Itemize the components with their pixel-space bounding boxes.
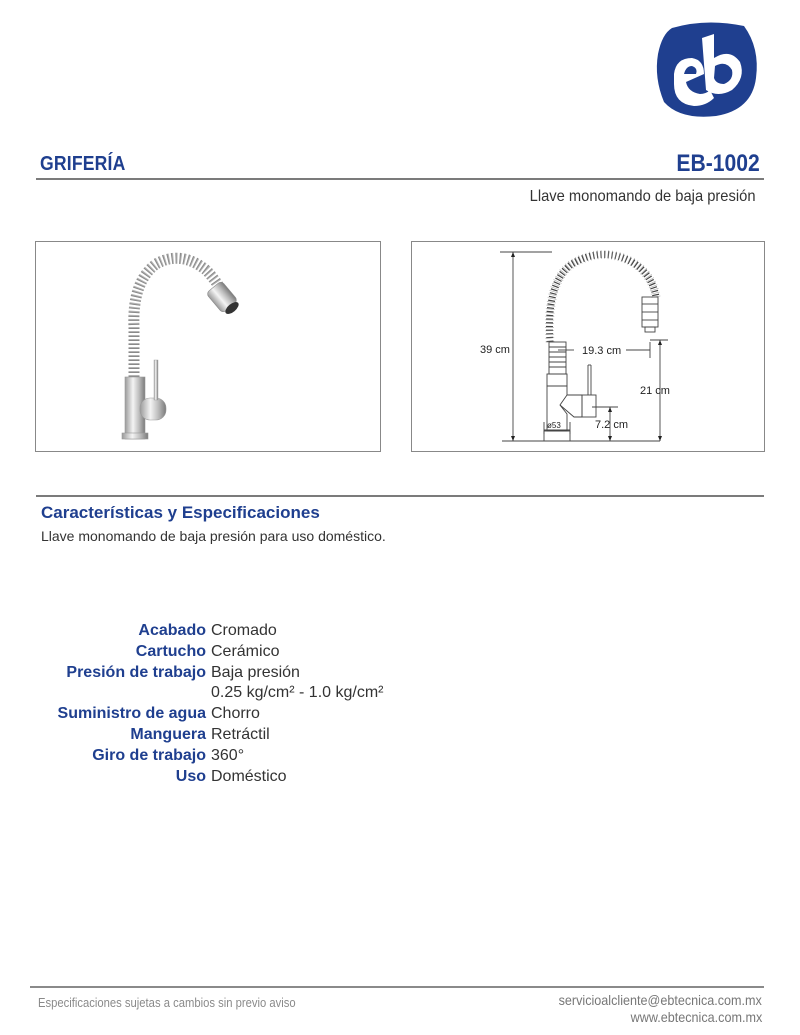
spec-label: Uso <box>175 767 206 785</box>
spec-label: Suministro de agua <box>57 705 206 723</box>
spec-row <box>30 621 384 642</box>
spec-row <box>30 642 384 663</box>
section-description: Llave monomando de baja presión para uso doméstico. <box>41 528 386 544</box>
spec-label: Presión de trabajo <box>66 663 206 681</box>
footer-disclaimer: Especificaciones sujetas a cambios sin previo aviso <box>38 996 296 1010</box>
specs-table <box>30 621 384 787</box>
header-divider <box>36 178 764 180</box>
spec-row <box>30 746 384 767</box>
spec-row <box>30 725 384 746</box>
label-height-total: 39 cm <box>480 344 510 356</box>
spec-value: 0.25 kg/cm² - 1.0 kg/cm² <box>211 684 384 702</box>
spec-value: Chorro <box>211 705 260 723</box>
faucet-dimensions-icon <box>412 242 763 450</box>
spec-value: Retráctil <box>211 725 270 743</box>
category-title: GRIFERÍA <box>40 153 126 175</box>
spec-value: Doméstico <box>211 767 287 785</box>
product-photo <box>35 241 381 452</box>
spec-value: Baja presión <box>211 663 300 681</box>
spec-label: Acabado <box>138 622 206 639</box>
product-subtitle: Llave monomando de baja presión <box>529 188 755 205</box>
dimension-diagram <box>411 241 765 452</box>
label-base-diameter: ø53 <box>547 421 561 430</box>
spec-label: Manguera <box>130 725 206 743</box>
eb-logo-icon <box>652 18 760 120</box>
label-reach: 19.3 cm <box>582 345 622 357</box>
spec-label <box>30 683 211 704</box>
footer-divider <box>30 986 764 988</box>
spec-label: Giro de trabajo <box>92 746 206 764</box>
spec-row <box>30 683 384 704</box>
label-handle-height: 7.2 cm <box>595 419 629 431</box>
section-title: Características y Especificaciones <box>41 503 320 522</box>
section-divider <box>36 495 764 497</box>
spec-row <box>30 663 384 684</box>
footer-website-link[interactable]: www.ebtecnica.com.mx <box>630 1009 762 1025</box>
faucet-photo-icon <box>36 242 379 450</box>
spec-value: 360° <box>211 746 245 764</box>
spec-value: Cromado <box>211 622 277 639</box>
model-code: EB-1002 <box>676 150 760 177</box>
spec-value: Cerámico <box>211 642 280 660</box>
spec-label: Cartucho <box>135 642 206 660</box>
label-spout-height: 21 cm <box>640 385 670 397</box>
spec-row <box>30 767 384 788</box>
spec-row <box>30 704 384 725</box>
footer-email-link[interactable]: servicioalcliente@ebtecnica.com.mx <box>558 992 762 1008</box>
